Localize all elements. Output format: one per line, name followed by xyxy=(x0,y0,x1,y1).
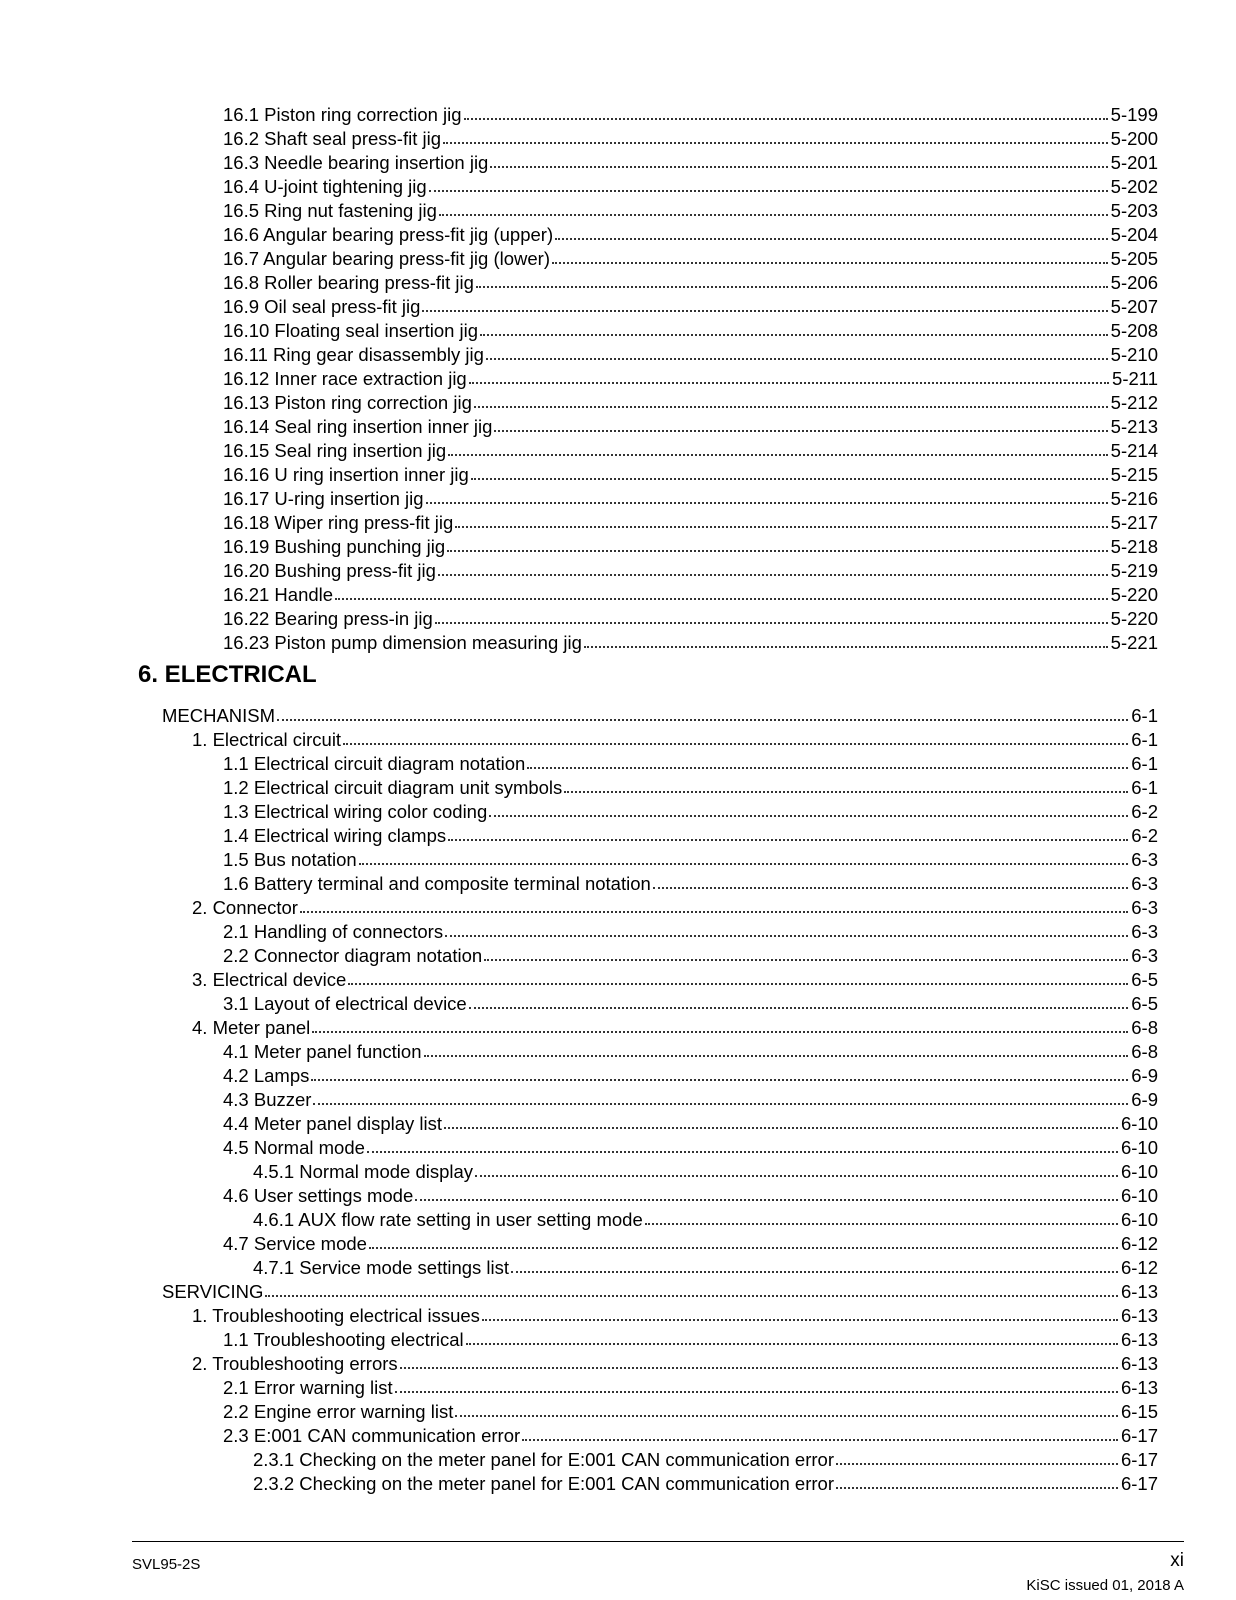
section-heading: 6. ELECTRICAL xyxy=(138,661,317,688)
toc-dot-leader xyxy=(527,767,1128,769)
toc-entry xyxy=(223,1038,1158,1062)
toc-dot-leader xyxy=(475,1175,1118,1177)
toc-dot-leader xyxy=(471,478,1108,480)
toc-entry-title: 2.1 Handling of connectors xyxy=(223,921,444,942)
toc-dot-leader xyxy=(490,166,1107,168)
toc-dot-leader xyxy=(584,646,1108,648)
toc-dot-leader xyxy=(480,334,1108,336)
toc-entry-page: 6-8 xyxy=(1131,1017,1158,1038)
toc-entry-page: 6-10 xyxy=(1120,1137,1158,1158)
toc-entry-title: 16.13 Piston ring correction jig xyxy=(223,392,472,413)
toc-entry xyxy=(223,293,1158,317)
toc-entry-page: 6-2 xyxy=(1131,801,1158,822)
toc-dot-leader xyxy=(448,454,1108,456)
toc-entry-page: 6-1 xyxy=(1131,753,1158,774)
toc-dot-leader xyxy=(415,1199,1118,1201)
toc-entry xyxy=(162,1278,1158,1302)
toc-entry xyxy=(223,557,1158,581)
toc-entry xyxy=(223,1062,1158,1086)
toc-entry xyxy=(223,629,1158,653)
toc-entry-page: 6-3 xyxy=(1131,873,1158,894)
toc-dot-leader xyxy=(300,911,1128,913)
toc-entry xyxy=(223,173,1158,197)
toc-entry xyxy=(223,1326,1158,1350)
toc-dot-leader xyxy=(464,118,1108,120)
toc-entry-title: 16.17 U-ring insertion jig xyxy=(223,488,424,509)
toc-entry-title: 2. Connector xyxy=(192,897,298,918)
toc-entry-page: 6-1 xyxy=(1131,729,1158,750)
toc-entry-page: 5-205 xyxy=(1110,248,1158,269)
toc-entry xyxy=(253,1158,1158,1182)
toc-entry-title: 4.6.1 AUX flow rate setting in user setting mode xyxy=(253,1209,643,1230)
toc-entry-page: 6-17 xyxy=(1120,1449,1158,1470)
toc-dot-leader xyxy=(312,1031,1128,1033)
toc-entry-page: 6-5 xyxy=(1131,993,1158,1014)
toc-entry xyxy=(223,125,1158,149)
toc-entry-page: 6-12 xyxy=(1120,1257,1158,1278)
footer-model: SVL95-2S xyxy=(132,1556,201,1573)
toc-entry-title: 2.2 Engine error warning list xyxy=(223,1401,454,1422)
toc-dot-leader xyxy=(476,286,1108,288)
toc-entry-page: 5-214 xyxy=(1110,440,1158,461)
toc-dot-leader xyxy=(482,1319,1118,1321)
toc-entry-page: 5-207 xyxy=(1110,296,1158,317)
toc-entry-title: SERVICING xyxy=(162,1281,264,1302)
toc-entry-title: 16.12 Inner race extraction jig xyxy=(223,368,467,389)
toc-entry-title: 16.7 Angular bearing press-fit jig (lower) xyxy=(223,248,550,269)
toc-entry-page: 6-9 xyxy=(1131,1065,1158,1086)
toc-entry-page: 5-220 xyxy=(1110,584,1158,605)
toc-entry-title: 4.6 User settings mode xyxy=(223,1185,414,1206)
toc-entry-page: 5-211 xyxy=(1112,368,1158,389)
toc-entry-page: 5-199 xyxy=(1110,104,1158,125)
toc-entry-title: MECHANISM xyxy=(162,705,276,726)
toc-entry xyxy=(223,509,1158,533)
toc-entry-title: 16.4 U-joint tightening jig xyxy=(223,176,427,197)
toc-entry-page: 5-204 xyxy=(1110,224,1158,245)
toc-entry-page: 5-212 xyxy=(1110,392,1158,413)
toc-entry xyxy=(223,918,1158,942)
toc-dot-leader xyxy=(445,935,1128,937)
toc-entry xyxy=(223,1110,1158,1134)
toc-entry-page: 5-203 xyxy=(1110,200,1158,221)
toc-entry xyxy=(223,750,1158,774)
toc-entry xyxy=(223,197,1158,221)
toc-dot-leader xyxy=(455,526,1107,528)
toc-entry-title: 3.1 Layout of electrical device xyxy=(223,993,467,1014)
toc-entry-title: 2.3 E:001 CAN communication error xyxy=(223,1425,521,1446)
toc-entry xyxy=(223,341,1158,365)
toc-entry-page: 5-201 xyxy=(1110,152,1158,173)
toc-dot-leader xyxy=(426,502,1108,504)
toc-continued-list xyxy=(0,101,1236,653)
toc-dot-leader xyxy=(447,550,1108,552)
toc-entry xyxy=(223,605,1158,629)
toc-entry-title: 2. Troubleshooting errors xyxy=(192,1353,398,1374)
toc-dot-leader xyxy=(313,1103,1128,1105)
toc-entry-title: 16.1 Piston ring correction jig xyxy=(223,104,462,125)
toc-entry-page: 6-10 xyxy=(1120,1113,1158,1134)
toc-entry xyxy=(223,822,1158,846)
toc-entry xyxy=(192,894,1158,918)
toc-entry-title: 16.16 U ring insertion inner jig xyxy=(223,464,469,485)
toc-dot-leader xyxy=(552,262,1108,264)
toc-entry xyxy=(223,413,1158,437)
toc-entry xyxy=(223,437,1158,461)
toc-dot-leader xyxy=(444,1127,1118,1129)
toc-entry-page: 6-3 xyxy=(1131,945,1158,966)
toc-entry-title: 4. Meter panel xyxy=(192,1017,311,1038)
toc-entry-page: 6-1 xyxy=(1131,705,1158,726)
toc-entry xyxy=(223,990,1158,1014)
toc-entry-page: 6-8 xyxy=(1131,1041,1158,1062)
toc-entry-page: 6-13 xyxy=(1120,1329,1158,1350)
toc-entry xyxy=(253,1206,1158,1230)
toc-dot-leader xyxy=(369,1247,1118,1249)
toc-dot-leader xyxy=(395,1391,1118,1393)
toc-entry-title: 16.6 Angular bearing press-fit jig (upper) xyxy=(223,224,554,245)
toc-entry xyxy=(223,1422,1158,1446)
toc-entry-page: 5-219 xyxy=(1110,560,1158,581)
toc-dot-leader xyxy=(367,1151,1118,1153)
toc-dot-leader xyxy=(489,815,1128,817)
toc-dot-leader xyxy=(469,1007,1129,1009)
toc-dot-leader xyxy=(511,1271,1118,1273)
toc-entry-page: 6-2 xyxy=(1131,825,1158,846)
toc-entry-title: 16.5 Ring nut fastening jig xyxy=(223,200,437,221)
toc-entry-page: 5-213 xyxy=(1110,416,1158,437)
footer-issue: KiSC issued 01, 2018 A xyxy=(1026,1577,1184,1594)
toc-entry xyxy=(223,101,1158,125)
toc-dot-leader xyxy=(486,358,1108,360)
toc-dot-leader xyxy=(424,1055,1129,1057)
toc-entry-title: 2.3.2 Checking on the meter panel for E:001 CAN communication error xyxy=(253,1473,834,1494)
toc-dot-leader xyxy=(466,1343,1118,1345)
toc-entry-page: 6-13 xyxy=(1120,1353,1158,1374)
toc-entry xyxy=(253,1446,1158,1470)
toc-entry-title: 16.18 Wiper ring press-fit jig xyxy=(223,512,454,533)
toc-entry xyxy=(192,966,1158,990)
toc-entry-page: 6-10 xyxy=(1120,1161,1158,1182)
toc-entry xyxy=(253,1254,1158,1278)
toc-entry-title: 4.5 Normal mode xyxy=(223,1137,365,1158)
toc-entry-title: 1.6 Battery terminal and composite terminal notation xyxy=(223,873,651,894)
toc-dot-leader xyxy=(522,1439,1118,1441)
toc-dot-leader xyxy=(311,1079,1128,1081)
toc-entry-page: 5-206 xyxy=(1110,272,1158,293)
toc-entry xyxy=(192,1302,1158,1326)
toc-entry-page: 6-12 xyxy=(1120,1233,1158,1254)
toc-entry xyxy=(223,1134,1158,1158)
toc-electrical-list xyxy=(0,702,1236,1494)
toc-entry-title: 16.20 Bushing press-fit jig xyxy=(223,560,436,581)
toc-entry-page: 6-13 xyxy=(1120,1281,1158,1302)
toc-dot-leader xyxy=(555,238,1108,240)
toc-dot-leader xyxy=(400,1367,1118,1369)
toc-entry-page: 6-10 xyxy=(1120,1185,1158,1206)
toc-dot-leader xyxy=(422,310,1107,312)
toc-entry xyxy=(162,702,1158,726)
toc-entry xyxy=(223,269,1158,293)
toc-dot-leader xyxy=(443,142,1108,144)
toc-dot-leader xyxy=(265,1295,1118,1297)
toc-dot-leader xyxy=(429,190,1108,192)
toc-dot-leader xyxy=(494,430,1107,432)
toc-dot-leader xyxy=(836,1463,1118,1465)
toc-entry-page: 6-17 xyxy=(1120,1473,1158,1494)
toc-entry-title: 2.3.1 Checking on the meter panel for E:001 CAN communication error xyxy=(253,1449,834,1470)
toc-dot-leader xyxy=(435,622,1108,624)
toc-entry xyxy=(223,798,1158,822)
toc-entry xyxy=(192,1350,1158,1374)
toc-entry-title: 1. Troubleshooting electrical issues xyxy=(192,1305,480,1326)
toc-entry-title: 16.9 Oil seal press-fit jig xyxy=(223,296,421,317)
toc-dot-leader xyxy=(448,839,1128,841)
toc-entry xyxy=(223,365,1158,389)
toc-entry xyxy=(223,1398,1158,1422)
toc-entry-title: 1.4 Electrical wiring clamps xyxy=(223,825,447,846)
toc-entry xyxy=(223,533,1158,557)
toc-entry-page: 5-218 xyxy=(1110,536,1158,557)
toc-entry-page: 6-13 xyxy=(1120,1305,1158,1326)
toc-dot-leader xyxy=(359,863,1129,865)
toc-entry-page: 6-3 xyxy=(1131,897,1158,918)
toc-entry-title: 16.21 Handle xyxy=(223,584,334,605)
toc-entry-title: 16.15 Seal ring insertion jig xyxy=(223,440,447,461)
toc-entry-title: 1.1 Troubleshooting electrical xyxy=(223,1329,464,1350)
toc-entry-page: 6-1 xyxy=(1131,777,1158,798)
toc-entry xyxy=(223,1374,1158,1398)
toc-dot-leader xyxy=(343,743,1128,745)
toc-dot-leader xyxy=(439,214,1108,216)
toc-entry xyxy=(223,461,1158,485)
toc-entry xyxy=(223,485,1158,509)
toc-entry-page: 6-3 xyxy=(1131,849,1158,870)
toc-entry-title: 4.1 Meter panel function xyxy=(223,1041,422,1062)
toc-entry-page: 5-210 xyxy=(1110,344,1158,365)
toc-entry xyxy=(192,726,1158,750)
toc-entry-page: 6-5 xyxy=(1131,969,1158,990)
toc-entry-page: 6-10 xyxy=(1120,1209,1158,1230)
toc-dot-leader xyxy=(455,1415,1118,1417)
toc-entry xyxy=(223,774,1158,798)
toc-entry xyxy=(223,581,1158,605)
toc-dot-leader xyxy=(645,1223,1118,1225)
toc-entry-title: 4.4 Meter panel display list xyxy=(223,1113,443,1134)
toc-entry-title: 4.7.1 Service mode settings list xyxy=(253,1257,510,1278)
toc-entry-page: 5-220 xyxy=(1110,608,1158,629)
toc-entry xyxy=(192,1014,1158,1038)
toc-entry-title: 3. Electrical device xyxy=(192,969,347,990)
toc-entry xyxy=(223,1086,1158,1110)
toc-entry xyxy=(223,942,1158,966)
toc-entry-title: 4.3 Buzzer xyxy=(223,1089,312,1110)
toc-entry-title: 1.5 Bus notation xyxy=(223,849,357,870)
toc-entry-title: 1. Electrical circuit xyxy=(192,729,342,750)
toc-entry xyxy=(223,1230,1158,1254)
toc-dot-leader xyxy=(474,406,1108,408)
toc-entry-title: 16.19 Bushing punching jig xyxy=(223,536,446,557)
toc-entry-page: 6-3 xyxy=(1131,921,1158,942)
toc-entry-title: 2.2 Connector diagram notation xyxy=(223,945,483,966)
toc-entry-page: 5-208 xyxy=(1110,320,1158,341)
toc-dot-leader xyxy=(484,959,1128,961)
toc-entry-page: 5-216 xyxy=(1110,488,1158,509)
toc-entry-title: 16.11 Ring gear disassembly jig xyxy=(223,344,484,365)
toc-entry-page: 5-202 xyxy=(1110,176,1158,197)
toc-entry xyxy=(223,389,1158,413)
footer-divider xyxy=(132,1541,1184,1542)
toc-dot-leader xyxy=(335,598,1108,600)
toc-entry xyxy=(253,1470,1158,1494)
toc-dot-leader xyxy=(348,983,1128,985)
toc-entry-page: 6-17 xyxy=(1120,1425,1158,1446)
toc-entry-title: 16.8 Roller bearing press-fit jig xyxy=(223,272,474,293)
toc-entry-page: 5-215 xyxy=(1110,464,1158,485)
toc-entry xyxy=(223,245,1158,269)
toc-dot-leader xyxy=(438,574,1108,576)
footer-page-number: xi xyxy=(1170,1550,1184,1571)
toc-entry-title: 1.1 Electrical circuit diagram notation xyxy=(223,753,526,774)
toc-entry-page: 5-217 xyxy=(1110,512,1158,533)
toc-dot-leader xyxy=(836,1487,1118,1489)
toc-entry-title: 16.23 Piston pump dimension measuring jig xyxy=(223,632,582,653)
toc-entry-title: 1.3 Electrical wiring color coding xyxy=(223,801,488,822)
toc-entry-title: 1.2 Electrical circuit diagram unit symbols xyxy=(223,777,563,798)
toc-dot-leader xyxy=(277,719,1128,721)
toc-entry xyxy=(223,870,1158,894)
toc-entry-page: 6-13 xyxy=(1120,1377,1158,1398)
toc-dot-leader xyxy=(564,791,1128,793)
toc-entry xyxy=(223,221,1158,245)
toc-entry-title: 4.5.1 Normal mode display xyxy=(253,1161,474,1182)
toc-entry-title: 16.14 Seal ring insertion inner jig xyxy=(223,416,493,437)
toc-entry-title: 16.22 Bearing press-in jig xyxy=(223,608,433,629)
toc-entry xyxy=(223,317,1158,341)
toc-entry xyxy=(223,1182,1158,1206)
toc-entry-title: 16.10 Floating seal insertion jig xyxy=(223,320,479,341)
toc-entry-page: 5-221 xyxy=(1110,632,1158,653)
toc-entry-title: 16.2 Shaft seal press-fit jig xyxy=(223,128,441,149)
toc-entry-page: 6-15 xyxy=(1120,1401,1158,1422)
toc-entry-title: 2.1 Error warning list xyxy=(223,1377,393,1398)
toc-entry-title: 16.3 Needle bearing insertion jig xyxy=(223,152,489,173)
toc-entry-page: 6-9 xyxy=(1131,1089,1158,1110)
toc-entry-page: 5-200 xyxy=(1110,128,1158,149)
toc-dot-leader xyxy=(469,382,1109,384)
toc-entry xyxy=(223,846,1158,870)
toc-entry-title: 4.2 Lamps xyxy=(223,1065,310,1086)
toc-dot-leader xyxy=(653,887,1128,889)
toc-entry-title: 4.7 Service mode xyxy=(223,1233,367,1254)
toc-entry xyxy=(223,149,1158,173)
